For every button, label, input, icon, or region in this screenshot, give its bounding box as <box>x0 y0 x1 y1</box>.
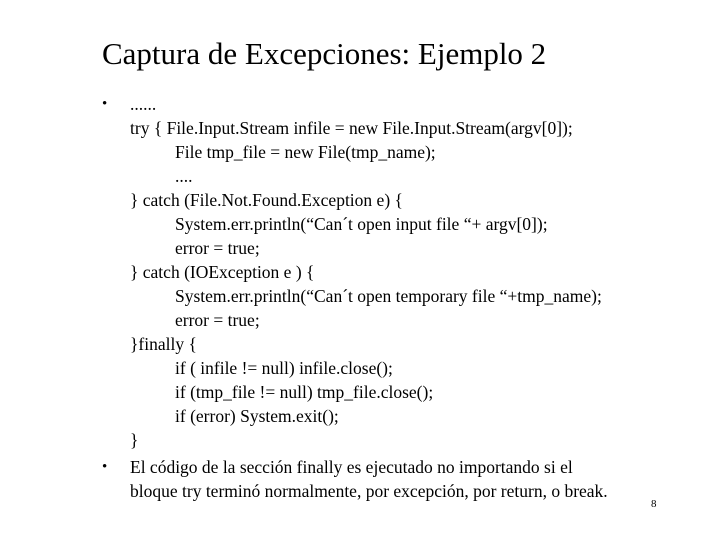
code-line: error = true; <box>175 238 260 258</box>
code-line: ...... <box>130 94 157 114</box>
code-line: System.err.println(“Can´t open temporary file “+tmp_name); <box>175 286 602 306</box>
bullet-marker: • <box>102 96 108 112</box>
note-line: El código de la sección finally es ejecutado no importando si el <box>130 457 573 477</box>
code-line: try { File.Input.Stream infile = new File.Input.Stream(argv[0]); <box>130 118 573 138</box>
code-line: System.err.println(“Can´t open input file “+ argv[0]); <box>175 214 548 234</box>
code-line: error = true; <box>175 310 260 330</box>
code-line: } catch (File.Not.Found.Exception e) { <box>130 190 403 210</box>
code-line: } <box>130 430 139 450</box>
code-line: if (error) System.exit(); <box>175 406 339 426</box>
code-line: } catch (IOException e ) { <box>130 262 315 282</box>
code-line: if (tmp_file != null) tmp_file.close(); <box>175 382 434 402</box>
code-line: .... <box>175 166 193 186</box>
note-line: bloque try terminó normalmente, por excepción, por return, o break. <box>130 481 608 501</box>
code-line: File tmp_file = new File(tmp_name); <box>175 142 436 162</box>
slide-title: Captura de Excepciones: Ejemplo 2 <box>102 36 547 71</box>
code-line: }finally { <box>130 334 197 354</box>
code-line: if ( infile != null) infile.close(); <box>175 358 393 378</box>
page-number: 8 <box>651 498 657 510</box>
bullet-marker: • <box>102 459 108 475</box>
